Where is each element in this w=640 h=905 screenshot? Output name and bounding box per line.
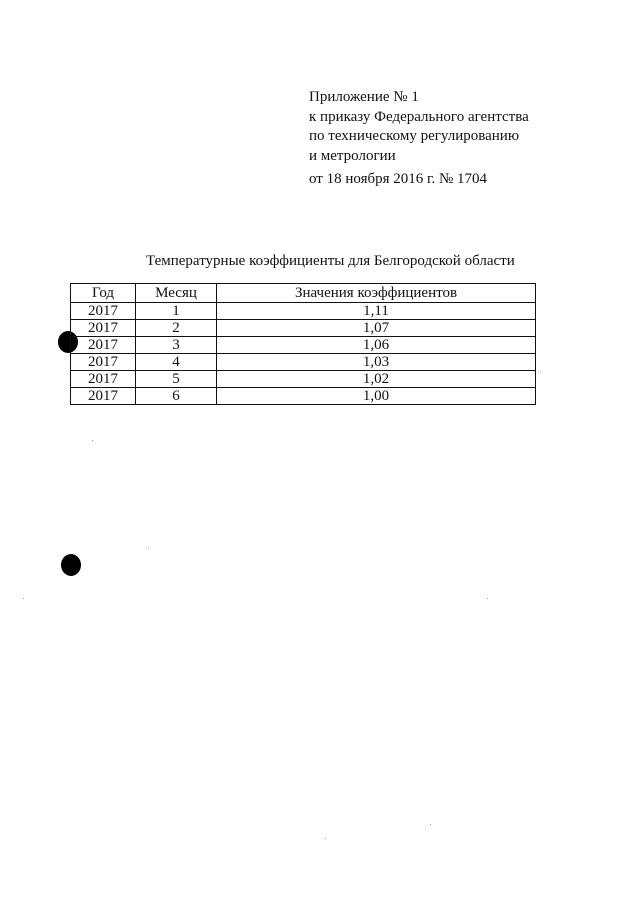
cell-year: 2017: [71, 388, 136, 405]
cell-month: 5: [136, 371, 217, 388]
order-date-number: от 18 ноября 2016 г. № 1704: [309, 171, 488, 187]
order-reference-line-3: и метрологии: [309, 147, 396, 164]
cell-month: 4: [136, 354, 217, 371]
coefficients-table: [70, 283, 536, 405]
appendix-number: Приложение № 1: [309, 89, 419, 105]
table-header-row: [71, 284, 536, 303]
cell-year: 2017: [71, 354, 136, 371]
cell-month: 6: [136, 388, 217, 405]
scan-speck: [540, 372, 541, 373]
appendix-header: [309, 88, 529, 190]
table-row: [71, 337, 536, 354]
scan-speck: [148, 548, 149, 549]
cell-month: 2: [136, 320, 217, 337]
scan-speck: [430, 824, 431, 825]
cell-month: 3: [136, 337, 217, 354]
cell-value: 1,02: [217, 371, 536, 388]
cell-value: 1,11: [217, 303, 536, 320]
cell-value: 1,00: [217, 388, 536, 405]
table-row: [71, 354, 536, 371]
order-reference-line-2: по техническому регулированию: [309, 128, 520, 144]
cell-year: 2017: [71, 320, 136, 337]
scan-speck: [487, 598, 488, 599]
cell-month: 1: [136, 303, 217, 320]
scan-speck: [325, 838, 326, 839]
document-title: Температурные коэффициенты для Белгородской области: [146, 253, 515, 269]
cell-year: 2017: [71, 371, 136, 388]
punch-hole-bottom: [61, 554, 81, 576]
cell-value: 1,03: [217, 354, 536, 371]
scan-speck: [23, 598, 24, 599]
cell-year: 2017: [71, 303, 136, 320]
table-row: [71, 388, 536, 405]
cell-year: 2017: [71, 337, 136, 354]
scan-speck: [92, 440, 93, 441]
cell-value: 1,06: [217, 337, 536, 354]
column-header-year: Год: [71, 284, 136, 303]
column-header-value: Значения коэффициентов: [217, 284, 536, 303]
cell-value: 1,07: [217, 320, 536, 337]
order-reference-line-1: к приказу Федерального агентства: [309, 108, 529, 125]
table-row: [71, 371, 536, 388]
column-header-month: Месяц: [136, 284, 217, 303]
table-row: [71, 303, 536, 320]
table-row: [71, 320, 536, 337]
